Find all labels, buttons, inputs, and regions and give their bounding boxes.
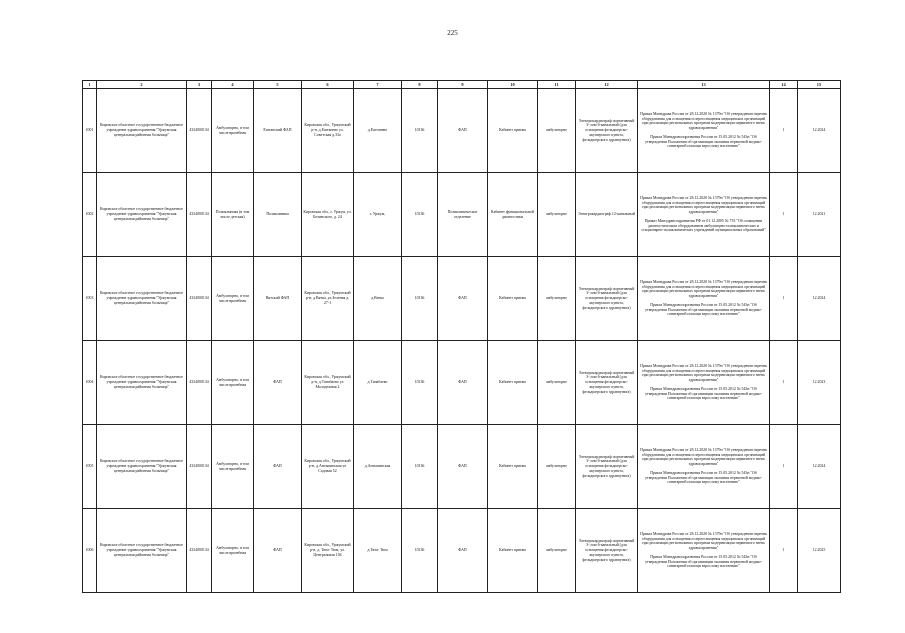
inn-cell: 4334000134 bbox=[187, 257, 212, 341]
unit-type-cell: ФАП bbox=[438, 509, 488, 593]
row-number: 1006 bbox=[83, 509, 97, 593]
room-cell: Кабинет приема bbox=[488, 89, 538, 173]
code-cell: 10136 bbox=[402, 425, 438, 509]
page-number: 225 bbox=[447, 29, 458, 37]
row-number: 1004 bbox=[83, 341, 97, 425]
legal-basis-order: Приказ Минздравсоцразвития России от 15.05.2012 № 543н "Об утверждении Положения об организации оказания первичной медико-санитарной помощи взрослому населению" bbox=[645, 470, 762, 485]
equipment-cell: Электрокардиограф портативный 3- или 6-канальный (для оснащения фельдшерско-акушерского пункта, фельдшерского здравпункта) bbox=[576, 257, 638, 341]
row-number: 1002 bbox=[83, 173, 97, 257]
mode-cell: амбулаторно bbox=[538, 509, 576, 593]
address-cell: Кировская обл., Уржумский р-н, д.Вятка, ул.Зеленая д. 27-1 bbox=[302, 257, 354, 341]
date-cell: 12.2023 bbox=[798, 341, 841, 425]
legal-basis-cell bbox=[638, 509, 770, 593]
room-cell: Кабинет функциональной диагностики bbox=[488, 173, 538, 257]
legal-basis-cell bbox=[638, 257, 770, 341]
column-header: 13 bbox=[638, 81, 770, 89]
inn-cell: 4334000134 bbox=[187, 89, 212, 173]
organization-cell: Кировское областное государственное бюджетное учреждение здравоохранения "Уржумская центральная районная больница" bbox=[97, 509, 187, 593]
organization-cell: Кировское областное государственное бюджетное учреждение здравоохранения "Уржумская центральная районная больница" bbox=[97, 425, 187, 509]
unit-name-cell: ФАП bbox=[254, 425, 302, 509]
address-cell: Кировская обл., Уржумский р-н, д. Тюм- Тюм, ул. Центральная 104 bbox=[302, 509, 354, 593]
room-cell: Кабинет приема bbox=[488, 341, 538, 425]
settlement-cell: д.Ештанево bbox=[354, 89, 402, 173]
address-cell: Кировская обл., Уржумский р-н, д.Антыпинская ул Садовая 52 bbox=[302, 425, 354, 509]
date-cell: 12.2021 bbox=[798, 173, 841, 257]
unit-type-cell: ФАП bbox=[438, 89, 488, 173]
table-row bbox=[83, 257, 841, 341]
care-type-cell: Амбулаторно, в том числе врачебная bbox=[212, 89, 254, 173]
unit-name-cell: Ештанский ФАП bbox=[254, 89, 302, 173]
legal-basis-cell bbox=[638, 89, 770, 173]
care-type-cell: Амбулаторно, в том числе врачебная bbox=[212, 509, 254, 593]
unit-name-cell: ФАП bbox=[254, 509, 302, 593]
quantity-cell: 1 bbox=[770, 509, 798, 593]
legal-basis-order: Приказ Минздрава России от 28.12.2020 № 1379н "Об утверждении перечня оборудования для оснащения и переоснащения медицинских организаций при реализации региональных программ модернизации первичного звена здравоохранения" bbox=[640, 531, 767, 551]
column-header: 8 bbox=[402, 81, 438, 89]
mode-cell: амбулаторно bbox=[538, 341, 576, 425]
code-cell: 10136 bbox=[402, 341, 438, 425]
room-cell: Кабинет приема bbox=[488, 425, 538, 509]
unit-name-cell: Вятский ФАП bbox=[254, 257, 302, 341]
legal-basis-cell bbox=[638, 173, 770, 257]
unit-type-cell: ФАП bbox=[438, 257, 488, 341]
equipment-cell: Электрокардиограф портативный 3- или 6-канальный (для оснащения фельдшерско-акушерского пункта, фельдшерского здравпункта) bbox=[576, 89, 638, 173]
organization-cell: Кировское областное государственное бюджетное учреждение здравоохранения "Уржумская центральная районная больница" bbox=[97, 257, 187, 341]
organization-cell: Кировское областное государственное бюджетное учреждение здравоохранения "Уржумская центральная районная больница" bbox=[97, 341, 187, 425]
table-row bbox=[83, 509, 841, 593]
legal-basis-order: Приказ Минздрава России от 28.12.2020 № 1379н "Об утверждении перечня оборудования для оснащения и переоснащения медицинских организаций при реализации региональных программ модернизации первичного звена здравоохранения" bbox=[640, 447, 767, 467]
room-cell: Кабинет приема bbox=[488, 509, 538, 593]
mode-cell: амбулаторно bbox=[538, 257, 576, 341]
legal-basis-cell bbox=[638, 425, 770, 509]
column-header: 10 bbox=[488, 81, 538, 89]
settlement-cell: г. Уржум, bbox=[354, 173, 402, 257]
column-header: 15 bbox=[798, 81, 841, 89]
table-header-row bbox=[83, 81, 841, 89]
column-header: 14 bbox=[770, 81, 798, 89]
row-number: 1005 bbox=[83, 425, 97, 509]
settlement-cell: д.Вятка bbox=[354, 257, 402, 341]
legal-basis-order: Приказ Минздравсоцразвития России от 15.05.2012 № 543н "Об утверждении Положения об организации оказания первичной медико-санитарной помощи взрослому населению" bbox=[645, 134, 762, 149]
column-header: 1 bbox=[83, 81, 97, 89]
column-header: 9 bbox=[438, 81, 488, 89]
column-header: 2 bbox=[97, 81, 187, 89]
organization-cell: Кировское областное государственное бюджетное учреждение здравоохранения "Уржумская центральная районная больница" bbox=[97, 89, 187, 173]
unit-name-cell: ФАП bbox=[254, 341, 302, 425]
quantity-cell: 1 bbox=[770, 257, 798, 341]
unit-type-cell: ФАП bbox=[438, 425, 488, 509]
column-header: 3 bbox=[187, 81, 212, 89]
care-type-cell: Амбулаторно, в том числе врачебная bbox=[212, 425, 254, 509]
settlement-cell: д.Танабаево bbox=[354, 341, 402, 425]
quantity-cell: 1 bbox=[770, 89, 798, 173]
column-header: 5 bbox=[254, 81, 302, 89]
registry-table bbox=[82, 80, 841, 593]
equipment-cell: Электрокардиограф портативный 3- или 6-канальный (для оснащения фельдшерско-акушерского пункта, фельдшерского здравпункта) bbox=[576, 341, 638, 425]
legal-basis-cell bbox=[638, 341, 770, 425]
legal-basis-order: Приказ Минздравсоцразвития России от 15.05.2012 № 543н "Об утверждении Положения об организации оказания первичной медико-санитарной помощи взрослому населению" bbox=[645, 554, 762, 569]
column-header: 12 bbox=[576, 81, 638, 89]
quantity-cell: 1 bbox=[770, 425, 798, 509]
care-type-cell: Амбулаторно, в том числе врачебная bbox=[212, 341, 254, 425]
settlement-cell: д.Антыпинская bbox=[354, 425, 402, 509]
column-header: 11 bbox=[538, 81, 576, 89]
organization-cell: Кировское областное государственное бюджетное учреждение здравоохранения "Уржумская центральная районная больница" bbox=[97, 173, 187, 257]
row-number: 1001 bbox=[83, 89, 97, 173]
unit-type-cell: ФАП bbox=[438, 341, 488, 425]
date-cell: 12.2024 bbox=[798, 257, 841, 341]
table-row bbox=[83, 173, 841, 257]
inn-cell: 4334000134 bbox=[187, 173, 212, 257]
care-type-cell: Амбулаторно, в том числе врачебная bbox=[212, 257, 254, 341]
column-header: 4 bbox=[212, 81, 254, 89]
table-row bbox=[83, 89, 841, 173]
code-cell: 10136 bbox=[402, 173, 438, 257]
room-cell: Кабинет приема bbox=[488, 257, 538, 341]
quantity-cell: 1 bbox=[770, 341, 798, 425]
unit-name-cell: Поликлиника bbox=[254, 173, 302, 257]
code-cell: 10136 bbox=[402, 509, 438, 593]
equipment-cell: Электрокардиограф портативный 3- или 6-канальный (для оснащения фельдшерско-акушерского пункта, фельдшерского здравпункта) bbox=[576, 425, 638, 509]
legal-basis-order: Приказ Минздрава России от 28.12.2020 № 1379н "Об утверждении перечня оборудования для оснащения и переоснащения медицинских организаций при реализации региональных программ модернизации первичного звена здравоохранения" bbox=[640, 111, 767, 131]
date-cell: 12.2024 bbox=[798, 425, 841, 509]
equipment-cell: Электрокардиограф 12-канальный bbox=[576, 173, 638, 257]
unit-type-cell: Поликлиническое отделение bbox=[438, 173, 488, 257]
mode-cell: амбулаторно bbox=[538, 173, 576, 257]
code-cell: 10136 bbox=[402, 89, 438, 173]
legal-basis-order: Приказ Минздрава России от 28.12.2020 № 1379н "Об утверждении перечня оборудования для оснащения и переоснащения медицинских организаций при реализации региональных программ модернизации первичного звена здравоохранения" bbox=[640, 195, 767, 215]
table-row bbox=[83, 425, 841, 509]
inn-cell: 4334000134 bbox=[187, 509, 212, 593]
mode-cell: амбулаторно bbox=[538, 89, 576, 173]
legal-basis-order: Приказ Минздрава России от 28.12.2020 № 1379н "Об утверждении перечня оборудования для оснащения и переоснащения медицинских организаций при реализации региональных программ модернизации первичного звена здравоохранения" bbox=[640, 363, 767, 383]
date-cell: 12.2025 bbox=[798, 509, 841, 593]
mode-cell: амбулаторно bbox=[538, 425, 576, 509]
settlement-cell: д.Тюм- Тюм bbox=[354, 509, 402, 593]
column-header: 7 bbox=[354, 81, 402, 89]
legal-basis-order: Приказ Минздравсоцразвития России от 15.05.2012 № 543н "Об утверждении Положения об организации оказания первичной медико-санитарной помощи взрослому населению" bbox=[645, 302, 762, 317]
equipment-cell: Электрокардиограф портативный 3- или 6-канальный (для оснащения фельдшерско-акушерского пункта, фельдшерского здравпункта) bbox=[576, 509, 638, 593]
address-cell: Кировская обл., г. Уржум, ул. Белинского, д. 24 bbox=[302, 173, 354, 257]
legal-basis-order: Приказ Минздравсоцразвития РФ от 01.12.2005 № 753 "Об оснащении диагностическим оборудованием амбулаторно-поликлинических и стационарно-поликлинических учреждений муниципальных образований" bbox=[641, 218, 766, 233]
inn-cell: 4334000134 bbox=[187, 425, 212, 509]
address-cell: Кировская обл., Уржумский р-н, д.Ештанево ул. Советская д.33а bbox=[302, 89, 354, 173]
column-header: 6 bbox=[302, 81, 354, 89]
row-number: 1003 bbox=[83, 257, 97, 341]
date-cell: 12.2024 bbox=[798, 89, 841, 173]
table-row bbox=[83, 341, 841, 425]
inn-cell: 4334000134 bbox=[187, 341, 212, 425]
care-type-cell: Поликлиника (в том числе детская) bbox=[212, 173, 254, 257]
code-cell: 10136 bbox=[402, 257, 438, 341]
quantity-cell: 1 bbox=[770, 173, 798, 257]
address-cell: Кировская обл., Уржумский р-н, д.Танабаево ул Молодежная 2 bbox=[302, 341, 354, 425]
legal-basis-order: Приказ Минздрава России от 28.12.2020 № 1379н "Об утверждении перечня оборудования для оснащения и переоснащения медицинских организаций при реализации региональных программ модернизации первичного звена здравоохранения" bbox=[640, 279, 767, 299]
legal-basis-order: Приказ Минздравсоцразвития России от 15.05.2012 № 543н "Об утверждении Положения об организации оказания первичной медико-санитарной помощи взрослому населению" bbox=[645, 386, 762, 401]
